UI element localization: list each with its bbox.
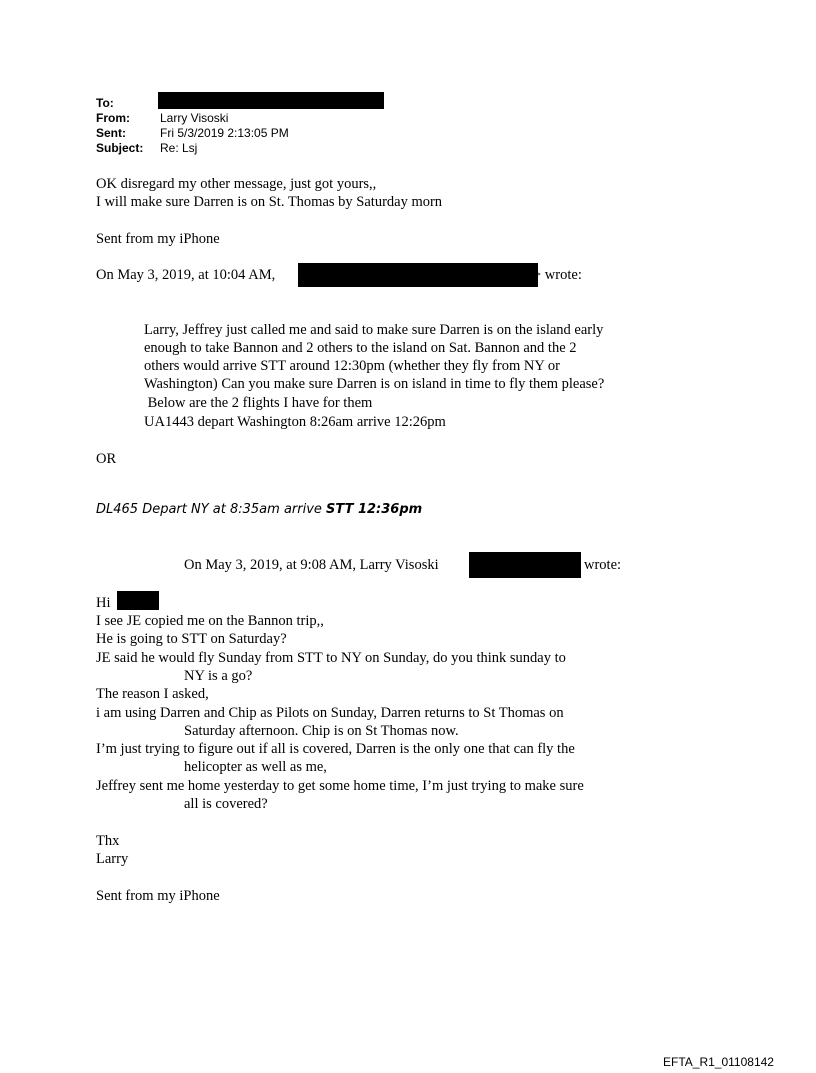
redaction-box — [117, 591, 159, 610]
quote-line: UA1443 depart Washington 8:26am arrive 12:26pm — [144, 414, 446, 430]
quote-attribution: On May 3, 2019, at 10:04 AM, — [96, 267, 276, 283]
sent-value: Fri 5/3/2019 2:13:05 PM — [160, 126, 289, 140]
flight-arrival: STT 12:36pm — [326, 502, 423, 517]
message-line: He is going to STT on Saturday? — [96, 631, 287, 647]
message-line: i am using Darren and Chip as Pilots on Sunday, Darren returns to St Thomas on — [96, 705, 564, 721]
redaction-box — [158, 92, 384, 109]
message-line: NY is a go? — [184, 668, 253, 684]
greeting: Hi — [96, 595, 111, 611]
subject-label: Subject: — [96, 141, 144, 155]
sent-label: Sent: — [96, 126, 126, 140]
flight-text: DL465 Depart NY at 8:35am arrive — [96, 502, 327, 517]
body-line: I will make sure Darren is on St. Thomas by Saturday morn — [96, 194, 443, 210]
subject-value: Re: Lsj — [160, 141, 198, 155]
message-line: The reason I asked, — [96, 686, 209, 702]
quote-line: others would arrive STT around 12:30pm (whether they fly from NY or — [144, 358, 560, 374]
quote-attribution-suffix: wrote: — [584, 557, 622, 573]
redaction-box — [298, 263, 538, 287]
message-line: JE said he would fly Sunday from STT to NY on Sunday, do you think sunday to — [96, 650, 566, 666]
quote-line: Below are the 2 flights I have for them — [144, 395, 373, 411]
quote-attribution: On May 3, 2019, at 9:08 AM, Larry Visoski — [184, 557, 439, 573]
closing: Thx — [96, 833, 120, 849]
message-line: helicopter as well as me, — [184, 759, 327, 775]
email-header — [96, 96, 496, 160]
message-line: Saturday afternoon. Chip is on St Thomas now. — [184, 723, 459, 739]
signature-sent-from: Sent from my iPhone — [96, 231, 220, 247]
from-label: From: — [96, 111, 130, 125]
signature-sent-from: Sent from my iPhone — [96, 888, 220, 904]
message-line: I see JE copied me on the Bannon trip,, — [96, 613, 324, 629]
message-line: all is covered? — [184, 796, 268, 812]
message-line: Jeffrey sent me home yesterday to get some home time, I’m just trying to make sure — [96, 778, 584, 794]
flight-line — [96, 502, 422, 517]
document-id: EFTA_R1_01108142 — [663, 1055, 774, 1069]
to-label: To: — [96, 96, 114, 110]
from-value: Larry Visoski — [160, 111, 229, 125]
body-line: OK disregard my other message, just got yours,, — [96, 176, 377, 192]
quote-line: Larry, Jeffrey just called me and said to make sure Darren is on the island early — [144, 322, 604, 338]
or-line: OR — [96, 451, 117, 467]
quote-attribution-suffix: > wrote: — [533, 267, 582, 283]
message-line: I’m just trying to figure out if all is covered, Darren is the only one that can fly the — [96, 741, 575, 757]
quote-line: enough to take Bannon and 2 others to the island on Sat. Bannon and the 2 — [144, 340, 577, 356]
signer-name: Larry — [96, 851, 129, 867]
quote-line: Washington) Can you make sure Darren is on island in time to fly them please? — [144, 376, 605, 392]
redaction-box — [469, 552, 581, 578]
